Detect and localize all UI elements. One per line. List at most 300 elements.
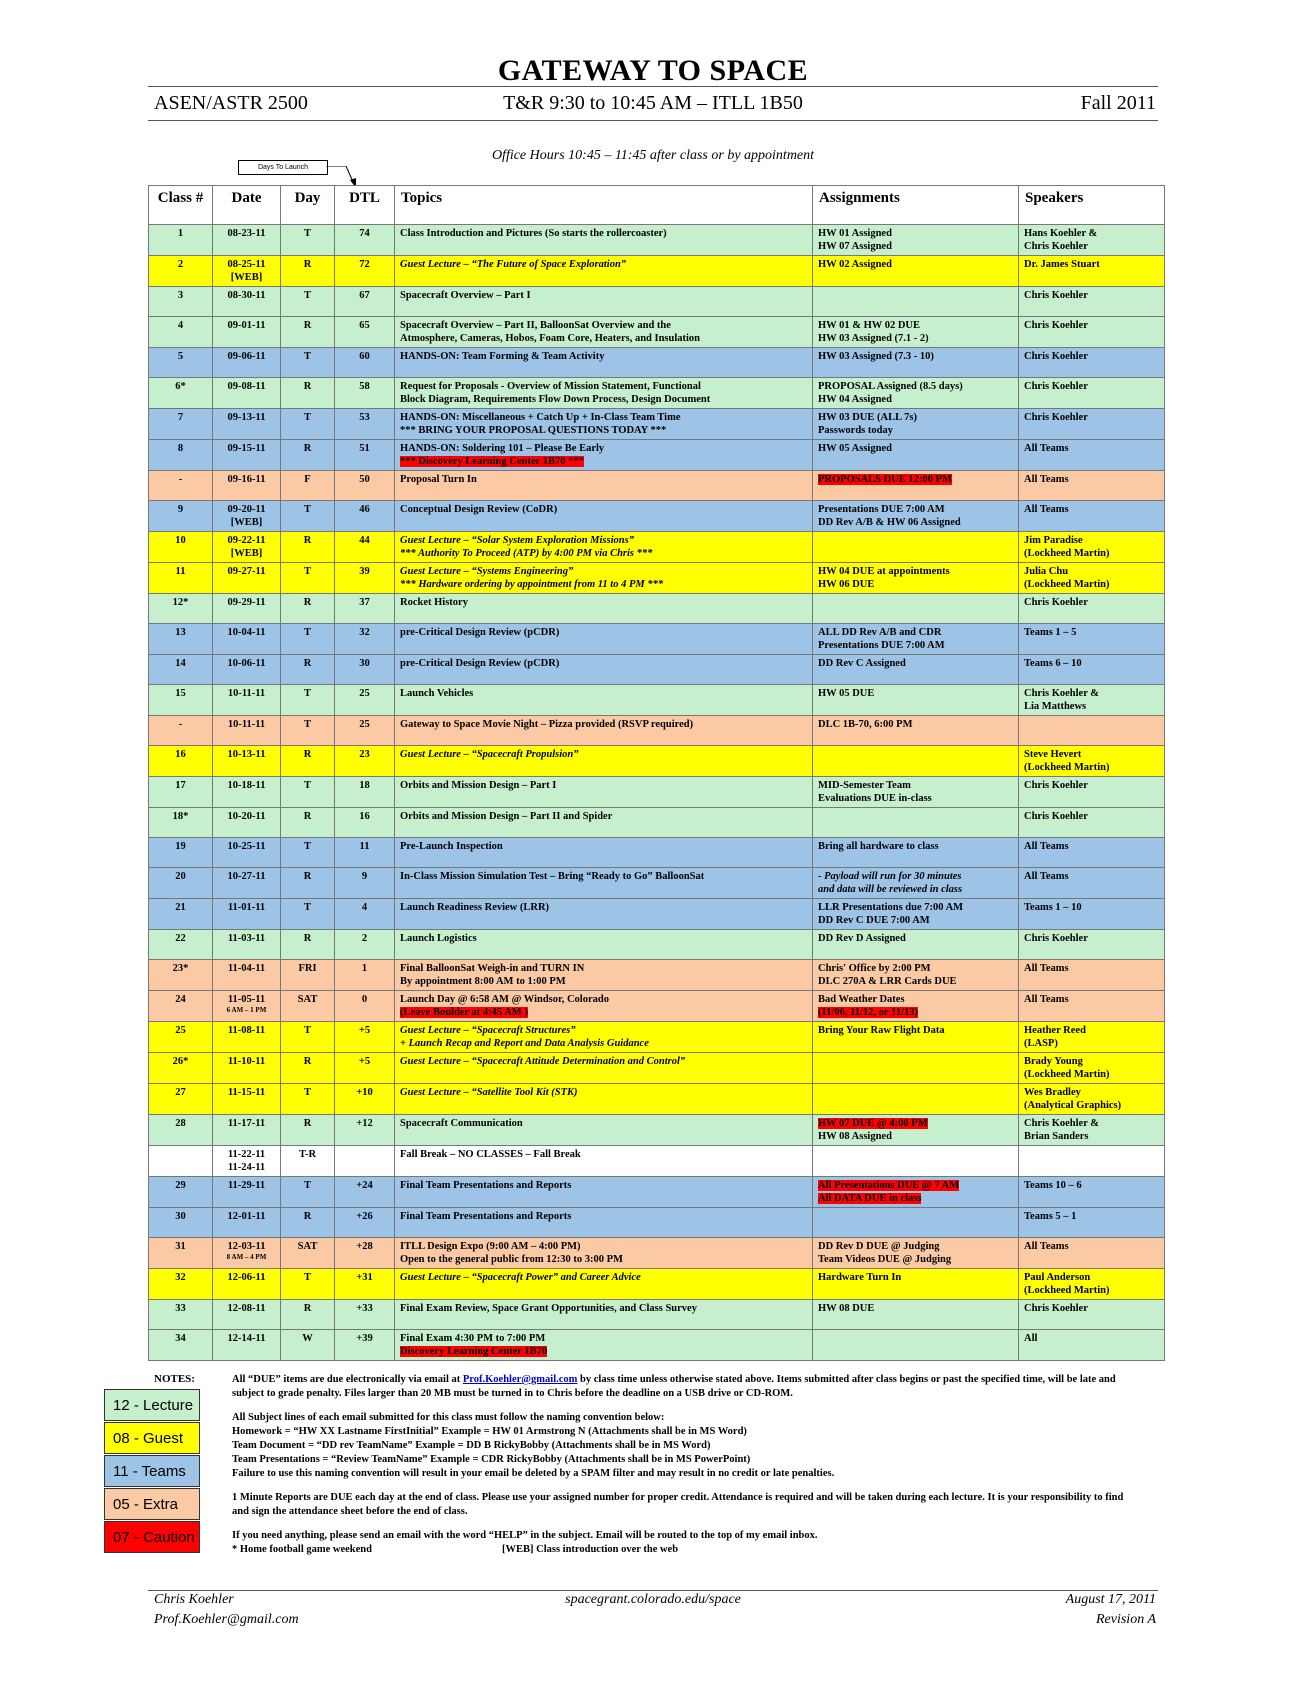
cell-topic bbox=[395, 838, 813, 868]
cell-day bbox=[281, 746, 335, 777]
class-date: 11-22-11 11-24-11 bbox=[227, 1149, 266, 1173]
assignment-text: HW 03 DUE (ALL 7s) Passwords today bbox=[818, 412, 917, 436]
topic-text: pre-Critical Design Review (pCDR) bbox=[400, 627, 560, 638]
speaker-text: Chris Koehler bbox=[1024, 597, 1088, 608]
class-date: 09-27-11 bbox=[227, 566, 266, 577]
class-number: 11 bbox=[175, 566, 186, 577]
cell-class bbox=[149, 440, 213, 471]
days-to-launch: 2 bbox=[361, 933, 368, 944]
days-to-launch: 74 bbox=[359, 228, 370, 239]
class-number: 1 bbox=[177, 228, 184, 239]
cell-class bbox=[149, 1146, 213, 1177]
cell-day bbox=[281, 1238, 335, 1269]
class-day: R bbox=[303, 1056, 312, 1067]
class-number: 33 bbox=[175, 1303, 186, 1314]
assignment-text: Bad Weather Dates bbox=[818, 994, 905, 1005]
class-date: 10-20-11 bbox=[227, 811, 266, 822]
cell-dtl bbox=[335, 685, 395, 716]
cell-dtl bbox=[335, 1177, 395, 1208]
class-day: T bbox=[303, 902, 311, 913]
cell-day bbox=[281, 1022, 335, 1053]
office-hours: Office Hours 10:45 – 11:45 after class or by appointment bbox=[491, 148, 815, 163]
schedule-table bbox=[148, 185, 1165, 1361]
col-header-assignments: Assignments bbox=[813, 186, 1019, 225]
page-title: GATEWAY TO SPACE bbox=[497, 54, 809, 87]
table-row bbox=[149, 1330, 1165, 1361]
table-row bbox=[149, 594, 1165, 624]
cell-assignments bbox=[813, 1300, 1019, 1330]
topic-text: Guest Lecture – “Spacecraft Structures” + Launch Recap and Report and Data Analysis Guidance bbox=[400, 1025, 649, 1049]
cell-assignments bbox=[813, 594, 1019, 624]
cell-date bbox=[213, 348, 281, 378]
class-date: 09-01-11 bbox=[227, 320, 266, 331]
class-date: 12-01-11 bbox=[227, 1211, 266, 1222]
cell-class bbox=[149, 563, 213, 594]
class-number: - bbox=[178, 719, 183, 730]
topic-text: Orbits and Mission Design – Part II and Spider bbox=[400, 811, 613, 822]
topic-text: HANDS-ON: Team Forming & Team Activity bbox=[400, 351, 605, 362]
cell-class bbox=[149, 624, 213, 655]
cell-date bbox=[213, 501, 281, 532]
class-day: T bbox=[303, 566, 311, 577]
assignment-text: PROPOSAL Assigned (8.5 days) HW 04 Assigned bbox=[818, 381, 963, 405]
assignment-text: LLR Presentations due 7:00 AM DD Rev C DUE 7:00 AM bbox=[818, 902, 964, 926]
speaker-text: Chris Koehler bbox=[1024, 351, 1088, 362]
footer-url: spacegrant.colorado.edu/space bbox=[565, 1592, 741, 1607]
assignment-text: HW 03 Assigned (7.3 - 10) bbox=[818, 351, 934, 362]
class-date: 08-25-11 [WEB] bbox=[227, 259, 266, 283]
assignment-caution: (11/06, 11/12, or 11/13) bbox=[818, 1007, 918, 1018]
class-number: - bbox=[178, 474, 183, 485]
cell-date bbox=[213, 1238, 281, 1269]
table-row bbox=[149, 655, 1165, 685]
cell-date bbox=[213, 317, 281, 348]
class-date: 10-27-11 bbox=[227, 871, 266, 882]
cell-dtl bbox=[335, 409, 395, 440]
speaker-text: Chris Koehler bbox=[1024, 290, 1088, 301]
class-number: 7 bbox=[177, 412, 184, 423]
notes-text: Homework = “HW XX Lastname FirstInitial” Example = HW 01 Armstrong N (Attachments shall be in MS Word) bbox=[232, 1426, 747, 1437]
assignment-text: HW 05 Assigned bbox=[818, 443, 892, 454]
class-date: 09-29-11 bbox=[227, 597, 266, 608]
cell-speakers bbox=[1019, 777, 1165, 808]
cell-topic bbox=[395, 378, 813, 409]
days-to-launch: +5 bbox=[358, 1025, 371, 1036]
cell-class bbox=[149, 317, 213, 348]
cell-class bbox=[149, 1300, 213, 1330]
cell-topic bbox=[395, 440, 813, 471]
speaker-text: All Teams bbox=[1024, 474, 1069, 485]
days-to-launch: 53 bbox=[359, 412, 370, 423]
cell-speakers bbox=[1019, 655, 1165, 685]
class-number: 21 bbox=[175, 902, 186, 913]
topic-text: Launch Logistics bbox=[400, 933, 477, 944]
cell-dtl bbox=[335, 287, 395, 317]
class-day: T bbox=[303, 228, 311, 239]
days-to-launch: 9 bbox=[361, 871, 368, 882]
table-row bbox=[149, 716, 1165, 746]
class-date: 10-04-11 bbox=[227, 627, 266, 638]
cell-day bbox=[281, 899, 335, 930]
table-row bbox=[149, 1053, 1165, 1084]
class-day: R bbox=[303, 871, 312, 882]
class-number: 27 bbox=[175, 1087, 186, 1098]
cell-day bbox=[281, 838, 335, 868]
cell-dtl bbox=[335, 991, 395, 1022]
days-to-launch: 1 bbox=[361, 963, 368, 974]
cell-topic bbox=[395, 1115, 813, 1146]
cell-topic bbox=[395, 225, 813, 256]
cell-date bbox=[213, 1208, 281, 1238]
table-row bbox=[149, 256, 1165, 287]
class-day: T bbox=[303, 1180, 311, 1191]
cell-date bbox=[213, 563, 281, 594]
assignment-text: HW 01 & HW 02 DUE HW 03 Assigned (7.1 - 2) bbox=[818, 320, 929, 344]
speaker-text: Chris Koehler bbox=[1024, 320, 1088, 331]
table-row bbox=[149, 1146, 1165, 1177]
cell-date bbox=[213, 1022, 281, 1053]
cell-speakers bbox=[1019, 317, 1165, 348]
cell-dtl bbox=[335, 1084, 395, 1115]
notes-text: All “DUE” items are due electronically via email at bbox=[232, 1374, 463, 1385]
speaker-text: Chris Koehler bbox=[1024, 381, 1088, 392]
class-day: T bbox=[303, 412, 311, 423]
col-header-speakers: Speakers bbox=[1019, 186, 1165, 225]
class-date: 09-08-11 bbox=[227, 381, 266, 392]
cell-dtl bbox=[335, 930, 395, 960]
topic-text: Launch Readiness Review (LRR) bbox=[400, 902, 550, 913]
cell-dtl bbox=[335, 716, 395, 746]
class-date: 10-11-11 bbox=[227, 719, 266, 730]
class-day: R bbox=[303, 535, 312, 546]
topic-text: ITLL Design Expo (9:00 AM – 4:00 PM) Open to the general public from 12:30 to 3:00 PM bbox=[400, 1241, 623, 1265]
cell-date bbox=[213, 991, 281, 1022]
footer-right bbox=[1066, 1590, 1156, 1630]
cell-date bbox=[213, 409, 281, 440]
days-to-launch: +5 bbox=[358, 1056, 371, 1067]
cell-date bbox=[213, 960, 281, 991]
cell-class bbox=[149, 594, 213, 624]
class-day: SAT bbox=[297, 1241, 318, 1252]
topic-text: Guest Lecture – “Spacecraft Attitude Determination and Control” bbox=[400, 1056, 686, 1067]
assignment-text: HW 01 Assigned HW 07 Assigned bbox=[818, 228, 892, 252]
cell-topic bbox=[395, 716, 813, 746]
class-number: 2 bbox=[177, 259, 184, 270]
date-subtext: 8 AM – 4 PM bbox=[226, 1253, 267, 1261]
cell-day bbox=[281, 409, 335, 440]
cell-speakers bbox=[1019, 685, 1165, 716]
cell-day bbox=[281, 808, 335, 838]
table-row bbox=[149, 991, 1165, 1022]
class-date: 11-03-11 bbox=[227, 933, 266, 944]
assignment-text: ALL DD Rev A/B and CDR Presentations DUE 7:00 AM bbox=[818, 627, 945, 651]
legend-item: 07 - Caution bbox=[104, 1521, 200, 1553]
cell-dtl bbox=[335, 1115, 395, 1146]
days-to-launch: +12 bbox=[356, 1118, 373, 1129]
cell-day bbox=[281, 930, 335, 960]
days-to-launch: 72 bbox=[359, 259, 370, 270]
notes-text: by class time unless otherwise stated above. Items submitted after class begins or past the specified time, will be late and subject to grade penalty. Files larger than 20 MB must be turned in to Chris before the deadline on a USB drive or CD-ROM. bbox=[232, 1374, 1116, 1399]
table-row bbox=[149, 563, 1165, 594]
table-row bbox=[149, 225, 1165, 256]
assignment-text: DLC 1B-70, 6:00 PM bbox=[818, 719, 913, 730]
cell-speakers bbox=[1019, 1300, 1165, 1330]
notes-text: All Subject lines of each email submitted for this class must follow the naming convention below: bbox=[232, 1412, 665, 1423]
speaker-text: All Teams bbox=[1024, 1241, 1069, 1252]
table-row bbox=[149, 1115, 1165, 1146]
days-to-launch: 25 bbox=[359, 688, 370, 699]
cell-class bbox=[149, 471, 213, 501]
cell-speakers bbox=[1019, 563, 1165, 594]
cell-date bbox=[213, 1115, 281, 1146]
cell-topic bbox=[395, 991, 813, 1022]
topic-text: Pre-Launch Inspection bbox=[400, 841, 503, 852]
topic-text: Orbits and Mission Design – Part I bbox=[400, 780, 557, 791]
cell-topic bbox=[395, 1208, 813, 1238]
table-row bbox=[149, 1022, 1165, 1053]
class-day: R bbox=[303, 1211, 312, 1222]
cell-dtl bbox=[335, 440, 395, 471]
cell-assignments bbox=[813, 930, 1019, 960]
assignment-text: DD Rev D DUE @ Judging Team Videos DUE @ Judging bbox=[818, 1241, 952, 1265]
days-to-launch: 51 bbox=[359, 443, 370, 454]
class-day: R bbox=[303, 443, 312, 454]
cell-speakers bbox=[1019, 1208, 1165, 1238]
cell-day bbox=[281, 501, 335, 532]
days-to-launch: 46 bbox=[359, 504, 370, 515]
days-to-launch: +31 bbox=[356, 1272, 373, 1283]
cell-class bbox=[149, 991, 213, 1022]
class-day: T bbox=[303, 841, 311, 852]
cell-date bbox=[213, 899, 281, 930]
speaker-text: All Teams bbox=[1024, 994, 1069, 1005]
class-date: 12-03-11 bbox=[227, 1241, 266, 1252]
assignment-text: HW 04 DUE at appointments HW 06 DUE bbox=[818, 566, 950, 590]
topic-text: pre-Critical Design Review (pCDR) bbox=[400, 658, 560, 669]
class-number: 20 bbox=[175, 871, 186, 882]
table-row bbox=[149, 409, 1165, 440]
class-date: 11-01-11 bbox=[227, 902, 266, 913]
topic-text: Final BalloonSat Weigh-in and TURN IN By appointment 8:00 AM to 1:00 PM bbox=[400, 963, 585, 987]
class-date: 09-22-11 [WEB] bbox=[227, 535, 266, 559]
class-day: T bbox=[303, 780, 311, 791]
class-number: 34 bbox=[175, 1333, 186, 1344]
cell-class bbox=[149, 960, 213, 991]
cell-speakers bbox=[1019, 287, 1165, 317]
cell-class bbox=[149, 1330, 213, 1361]
cell-class bbox=[149, 1115, 213, 1146]
class-date: 10-25-11 bbox=[227, 841, 266, 852]
cell-day bbox=[281, 563, 335, 594]
speaker-text: Teams 10 – 6 bbox=[1024, 1180, 1082, 1191]
cell-speakers bbox=[1019, 838, 1165, 868]
cell-class bbox=[149, 1022, 213, 1053]
table-row bbox=[149, 777, 1165, 808]
cell-day bbox=[281, 1269, 335, 1300]
cell-topic bbox=[395, 256, 813, 287]
cell-topic bbox=[395, 808, 813, 838]
notes-label: NOTES: bbox=[154, 1373, 195, 1385]
cell-assignments bbox=[813, 440, 1019, 471]
class-date: 10-06-11 bbox=[227, 658, 266, 669]
class-date: 12-06-11 bbox=[227, 1272, 266, 1283]
cell-day bbox=[281, 868, 335, 899]
cell-dtl bbox=[335, 317, 395, 348]
cell-assignments bbox=[813, 532, 1019, 563]
cell-class bbox=[149, 1208, 213, 1238]
speaker-text: All Teams bbox=[1024, 504, 1069, 515]
cell-assignments bbox=[813, 409, 1019, 440]
cell-assignments bbox=[813, 1084, 1019, 1115]
cell-speakers bbox=[1019, 594, 1165, 624]
topic-text: Launch Day @ 6:58 AM @ Windsor, Colorado bbox=[400, 994, 609, 1005]
cell-day bbox=[281, 225, 335, 256]
notes-help bbox=[232, 1529, 1132, 1557]
assignment-text: - Payload will run for 30 minutes and data will be reviewed in class bbox=[818, 871, 963, 895]
cell-topic bbox=[395, 960, 813, 991]
cell-assignments bbox=[813, 624, 1019, 655]
topic-text: Rocket History bbox=[400, 597, 468, 608]
topic-text: Final Team Presentations and Reports bbox=[400, 1211, 572, 1222]
cell-day bbox=[281, 716, 335, 746]
class-day: R bbox=[303, 933, 312, 944]
class-day: T bbox=[303, 627, 311, 638]
topic-text: Guest Lecture – “Solar System Exploration Missions” *** Authority To Proceed (ATP) by 4:00 PM via Chris *** bbox=[400, 535, 653, 559]
speaker-text: Paul Anderson (Lockheed Martin) bbox=[1024, 1272, 1110, 1296]
cell-date bbox=[213, 716, 281, 746]
class-day: T bbox=[303, 719, 311, 730]
class-day: T bbox=[303, 1025, 311, 1036]
cell-class bbox=[149, 930, 213, 960]
class-day: R bbox=[303, 658, 312, 669]
cell-speakers bbox=[1019, 808, 1165, 838]
cell-assignments bbox=[813, 685, 1019, 716]
cell-class bbox=[149, 685, 213, 716]
cell-speakers bbox=[1019, 930, 1165, 960]
cell-day bbox=[281, 777, 335, 808]
cell-assignments bbox=[813, 287, 1019, 317]
speaker-text: Jim Paradise (Lockheed Martin) bbox=[1024, 535, 1110, 559]
class-number: 25 bbox=[175, 1025, 186, 1036]
class-number: 15 bbox=[175, 688, 186, 699]
table-row bbox=[149, 624, 1165, 655]
table-row bbox=[149, 287, 1165, 317]
cell-dtl bbox=[335, 225, 395, 256]
class-date: 08-30-11 bbox=[227, 290, 266, 301]
cell-dtl bbox=[335, 624, 395, 655]
cell-assignments bbox=[813, 1053, 1019, 1084]
assignment-text: Presentations DUE 7:00 AM DD Rev A/B & HW 06 Assigned bbox=[818, 504, 961, 528]
cell-dtl bbox=[335, 1300, 395, 1330]
days-to-launch: +10 bbox=[356, 1087, 373, 1098]
cell-day bbox=[281, 1330, 335, 1361]
table-row bbox=[149, 1208, 1165, 1238]
class-number: 6* bbox=[175, 381, 186, 392]
cell-class bbox=[149, 655, 213, 685]
topic-text: In-Class Mission Simulation Test – Bring “Ready to Go” BalloonSat bbox=[400, 871, 705, 882]
assignment-text: Hardware Turn In bbox=[818, 1272, 902, 1283]
days-to-launch: +26 bbox=[356, 1211, 373, 1222]
cell-date bbox=[213, 930, 281, 960]
col-header-topics: Topics bbox=[395, 186, 813, 225]
class-day: R bbox=[303, 381, 312, 392]
footer-email: Prof.Koehler@gmail.com bbox=[154, 1612, 299, 1627]
class-day: SAT bbox=[297, 994, 318, 1005]
cell-day bbox=[281, 960, 335, 991]
class-date: 10-18-11 bbox=[227, 780, 266, 791]
class-date: 11-29-11 bbox=[227, 1180, 266, 1191]
cell-topic bbox=[395, 777, 813, 808]
topic-text: Spacecraft Overview – Part II, BalloonSat Overview and the Atmosphere, Cameras, Hobos, Foam Core, Heaters, and Insulation bbox=[400, 320, 701, 344]
speaker-text: Heather Reed (LASP) bbox=[1024, 1025, 1086, 1049]
cell-date bbox=[213, 1084, 281, 1115]
class-schedule: T&R 9:30 to 10:45 AM – ITLL 1B50 bbox=[503, 92, 803, 114]
email-link[interactable]: Prof.Koehler@gmail.com bbox=[462, 1374, 578, 1385]
cell-topic bbox=[395, 655, 813, 685]
cell-day bbox=[281, 317, 335, 348]
cell-speakers bbox=[1019, 1115, 1165, 1146]
cell-topic bbox=[395, 287, 813, 317]
topic-caution: Discovery Learning Center 1B70 bbox=[400, 1346, 548, 1357]
cell-topic bbox=[395, 868, 813, 899]
cell-date bbox=[213, 1269, 281, 1300]
cell-speakers bbox=[1019, 991, 1165, 1022]
class-number: 12* bbox=[172, 597, 189, 608]
days-to-launch: 67 bbox=[359, 290, 370, 301]
cell-date bbox=[213, 1177, 281, 1208]
assignment-text: HW 05 DUE bbox=[818, 688, 875, 699]
class-date: 09-15-11 bbox=[227, 443, 266, 454]
class-number: 19 bbox=[175, 841, 186, 852]
cell-class bbox=[149, 838, 213, 868]
topic-text: Launch Vehicles bbox=[400, 688, 474, 699]
cell-dtl bbox=[335, 1238, 395, 1269]
cell-assignments bbox=[813, 868, 1019, 899]
cell-topic bbox=[395, 930, 813, 960]
cell-assignments bbox=[813, 808, 1019, 838]
cell-assignments bbox=[813, 1208, 1019, 1238]
cell-dtl bbox=[335, 960, 395, 991]
table-row bbox=[149, 868, 1165, 899]
cell-class bbox=[149, 746, 213, 777]
class-number: 3 bbox=[177, 290, 184, 301]
days-to-launch: 65 bbox=[359, 320, 370, 331]
cell-class bbox=[149, 716, 213, 746]
topic-text: HANDS-ON: Miscellaneous + Catch Up + In-Class Team Time *** BRING YOUR PROPOSAL QUESTIONS TODAY *** bbox=[400, 412, 681, 436]
class-number: 5 bbox=[177, 351, 184, 362]
cell-topic bbox=[395, 1053, 813, 1084]
cell-day bbox=[281, 1177, 335, 1208]
notes-text: * Home football game weekend bbox=[232, 1544, 372, 1555]
cell-day bbox=[281, 1084, 335, 1115]
cell-dtl bbox=[335, 655, 395, 685]
assignment-text: HW 08 Assigned bbox=[818, 1131, 892, 1142]
days-to-launch: 4 bbox=[361, 902, 368, 913]
cell-topic bbox=[395, 594, 813, 624]
cell-dtl bbox=[335, 594, 395, 624]
cell-day bbox=[281, 991, 335, 1022]
topic-text: Guest Lecture – “Spacecraft Propulsion” bbox=[400, 749, 579, 760]
notes bbox=[232, 1373, 1132, 1567]
class-date: 10-13-11 bbox=[227, 749, 266, 760]
speaker-text: Teams 6 – 10 bbox=[1024, 658, 1082, 669]
notes-text: Team Document = “DD rev TeamName” Example = DD B RickyBobby (Attachments shall be in MS Word) bbox=[232, 1440, 711, 1451]
cell-class bbox=[149, 501, 213, 532]
assignment-text: HW 08 DUE bbox=[818, 1303, 875, 1314]
cell-topic bbox=[395, 1238, 813, 1269]
cell-topic bbox=[395, 532, 813, 563]
cell-topic bbox=[395, 685, 813, 716]
